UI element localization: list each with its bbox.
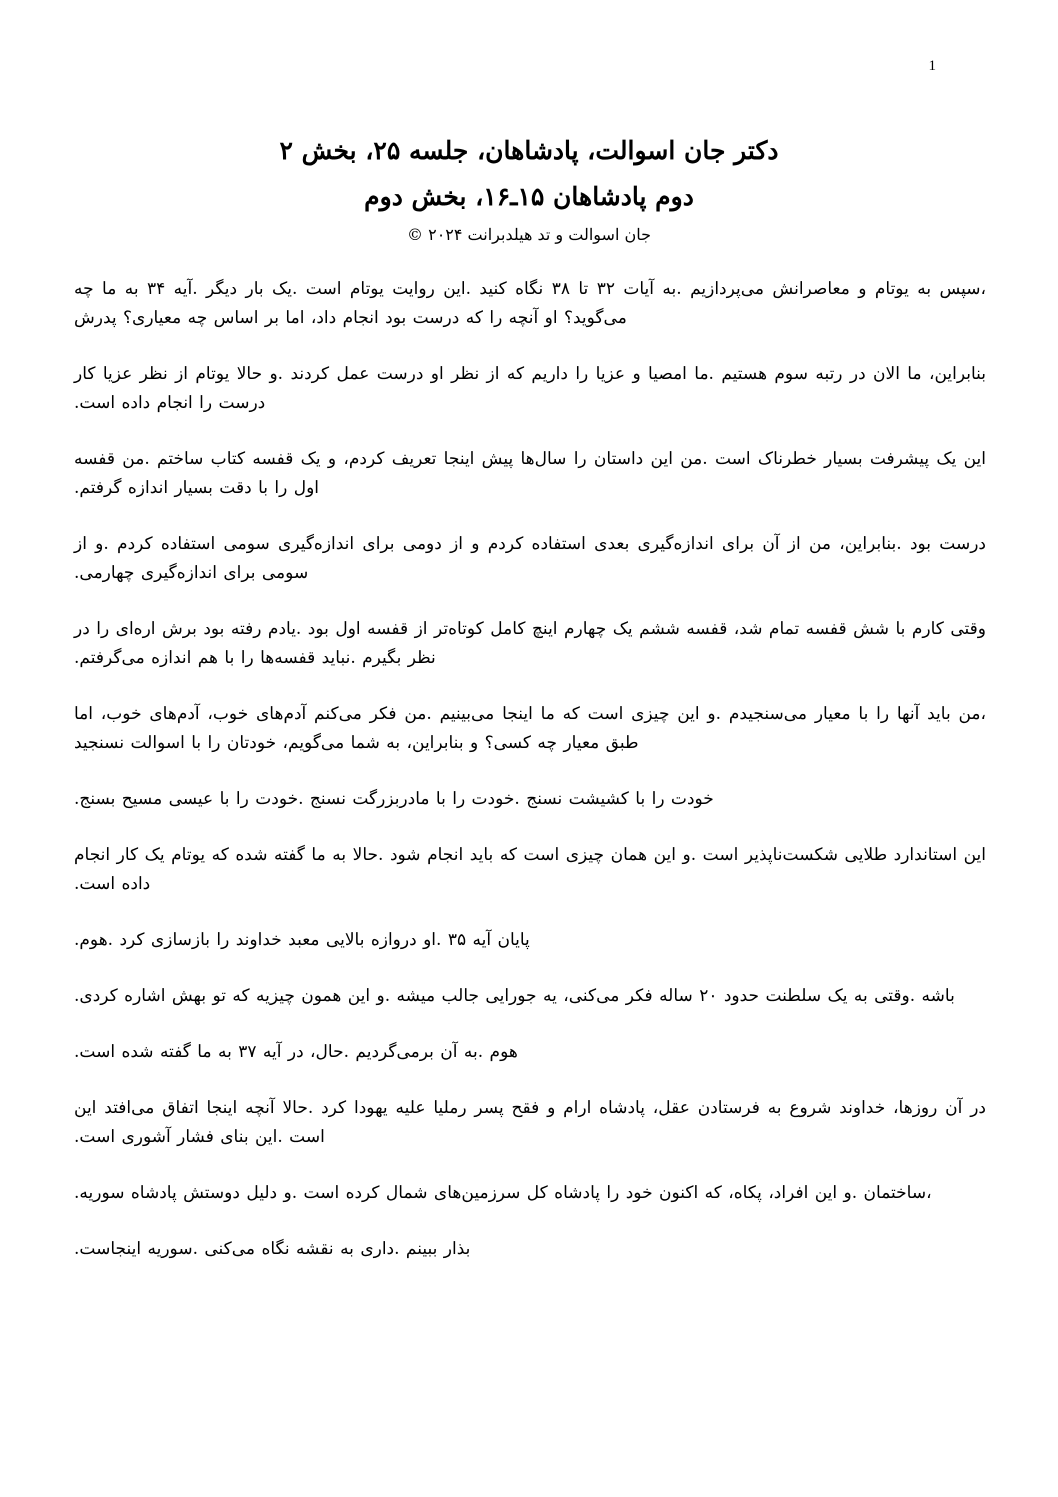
- document-body: [74, 275, 986, 1264]
- paragraph: ،سپس به یوتام و معاصرانش می‌پردازیم .به آیات ۳۲ تا ۳۸ نگاه کنید .این روایت یوتام است .یک بار دیگر .آیه ۳۴ به ما چه می‌گوید؟ او آنچه را که درست بود انجام داد، اما بر اساس چه معیاری؟ پدرش: [74, 279, 987, 328]
- paragraph: بنابراین، ما الان در رتبه سوم هستیم .ما امصیا و عزیا را داریم که از نظر او درست عمل کردند .و حالا یوتام از نظر عزیا کار درست را انجام داده است.: [74, 364, 986, 413]
- paragraph: پایان آیه ۳۵ .او دروازه بالایی معبد خداوند را بازسازی کرد .هوم.: [74, 930, 530, 950]
- copyright-byline: جان اسوالت و تد هیلدبرانت ۲۰۲۴ ©: [407, 225, 651, 244]
- document-title-line2: دوم پادشاهان ۱۵ـ۱۶، بخش دوم: [364, 182, 694, 211]
- paragraph: ،ساختمان .و این افراد، پکاه، که اکنون خود را پادشاه کل سرزمین‌های شمال کرده است .و دلیل دوستش پادشاه سوریه.: [74, 1183, 932, 1203]
- paragraph: خودت را با کشیشت نسنج .خودت را با مادربزرگت نسنج .خودت را با عیسی مسیح بسنج.: [74, 789, 714, 809]
- paragraph: ،من باید آنها را با معیار می‌سنجیدم .و این چیزی است که ما اینجا می‌بینیم .من فکر می‌کنم آدم‌های خوب، آدم‌های خوب، اما طبق معیار چه کسی؟ و بنابراین، به شما می‌گویم، خودتان را با اسوالت نسنجید: [74, 704, 986, 753]
- paragraph: درست بود .بنابراین، من از آن برای اندازه‌گیری بعدی استفاده کردم و از دومی برای اندازه‌گیری سومی استفاده کردم .و از سومی برای اندازه‌گیری چهارمی.: [74, 534, 986, 583]
- paragraph: این یک پیشرفت بسیار خطرناک است .من این داستان را سال‌ها پیش اینجا تعریف کردم، و یک قفسه کتاب ساختم .من قفسه اول را با دقت بسیار اندازه گرفتم.: [74, 449, 986, 498]
- title-block: [0, 0, 1058, 249]
- paragraph: هوم .به آن برمی‌گردیم .حال، در آیه ۳۷ به ما گفته شده است.: [74, 1042, 518, 1062]
- document-title-line1: دکتر جان اسوالت، پادشاهان، جلسه ۲۵، بخش ۲: [279, 136, 779, 165]
- paragraph: بذار ببینم .داری به نقشه نگاه می‌کنی .سوریه اینجاست.: [74, 1239, 471, 1259]
- paragraph: در آن روزها، خداوند شروع به فرستادن عقل، پادشاه ارام و فقح پسر رملیا علیه یهودا کرد .حالا آنچه اینجا اتفاق می‌افتد این است .این بنای فشار آشوری است.: [74, 1098, 986, 1147]
- paragraph: باشه .وقتی به یک سلطنت حدود ۲۰ ساله فکر می‌کنی، یه جورایی جالب میشه .و این همون چیزیه که تو بهش اشاره کردی.: [74, 986, 955, 1006]
- paragraph: وقتی کارم با شش قفسه تمام شد، قفسه ششم یک چهارم اینچ کامل کوتاه‌تر از قفسه اول بود .یادم رفته بود برش اره‌ای را در نظر بگیرم .نباید قفسه‌ها را با هم اندازه می‌گرفتم.: [74, 619, 986, 668]
- page-number: 1: [928, 58, 936, 74]
- paragraph: این استاندارد طلایی شکست‌ناپذیر است .و این همان چیزی است که باید انجام شود .حالا به ما گفته شده که یوتام یک کار انجام داده است.: [74, 845, 986, 894]
